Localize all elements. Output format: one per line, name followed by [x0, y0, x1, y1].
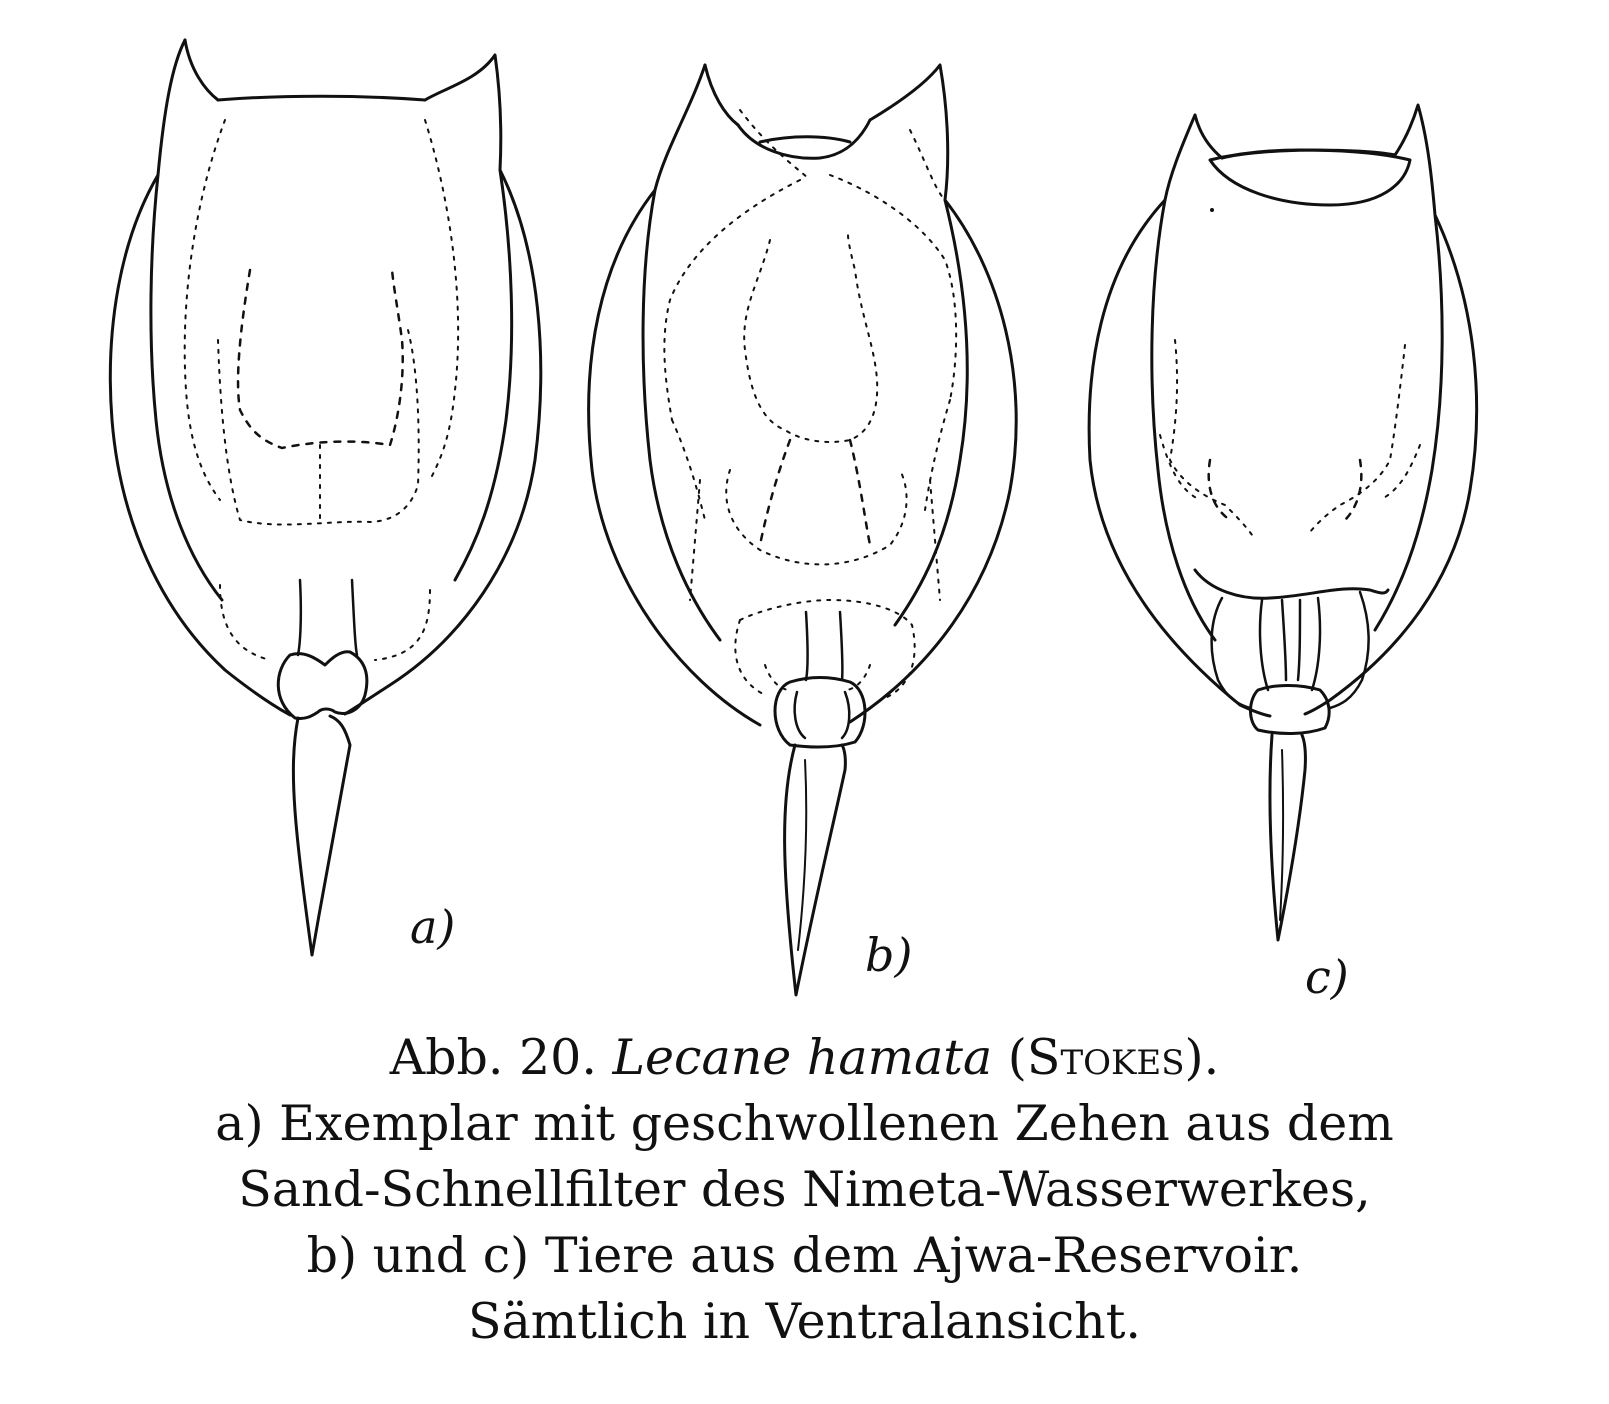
- species-name: Lecane hamata: [612, 1029, 993, 1086]
- author-open: (: [1007, 1029, 1027, 1086]
- caption-line-5: Sämtlich in Ventralansicht.: [468, 1293, 1141, 1350]
- specimen-c-drawing: [1089, 105, 1477, 940]
- specimen-b-drawing: [589, 65, 1017, 995]
- label-c: c): [1305, 950, 1349, 1004]
- author-close: ).: [1184, 1029, 1220, 1086]
- specimen-a-drawing: [110, 40, 540, 955]
- caption-line-3: Sand-Schnellfilter des Nimeta-Wasserwerkes,: [238, 1161, 1371, 1218]
- label-a: a): [410, 900, 456, 954]
- figure-number: Abb. 20.: [389, 1029, 597, 1086]
- caption-line-2: a) Exemplar mit geschwollenen Zehen aus dem: [215, 1095, 1394, 1152]
- figure-caption: [0, 1025, 1609, 1355]
- author-name: Stokes: [1026, 1029, 1185, 1086]
- caption-title-line: [0, 1025, 1609, 1091]
- caption-line-4: b) und c) Tiere aus dem Ajwa-Reservoir.: [306, 1227, 1303, 1284]
- label-b: b): [865, 928, 913, 982]
